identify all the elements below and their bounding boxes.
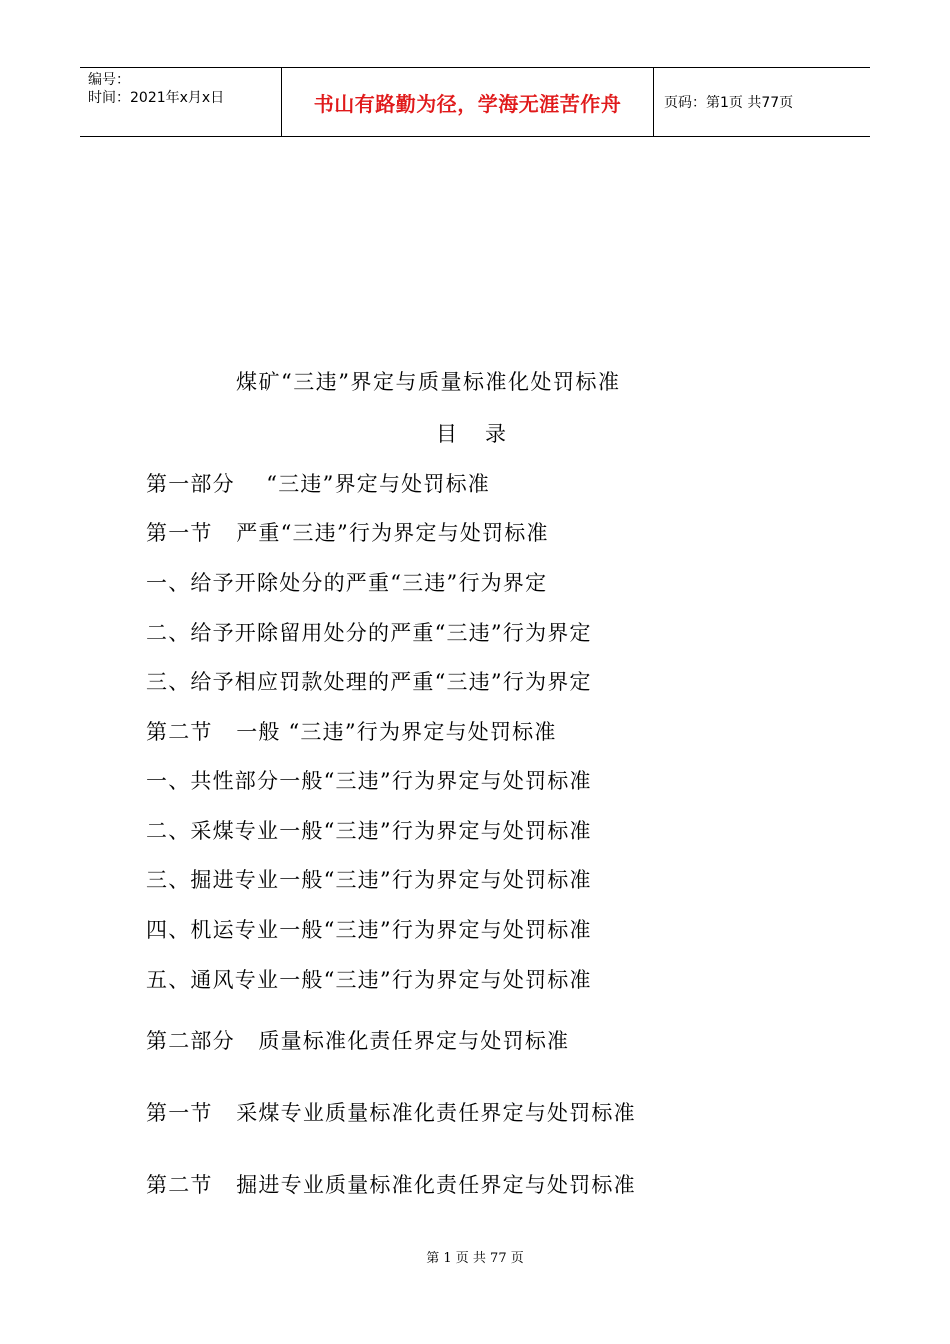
toc-section-2-1: 第一节 采煤专业质量标准化责任界定与处罚标准: [146, 1101, 636, 1125]
header-meta: [80, 68, 282, 136]
toc-heading-char-2: 录: [485, 422, 506, 446]
toc-heading-char-1: 目: [436, 422, 457, 446]
toc-item-1-1-1: 一、给予开除处分的严重“三违”行为界定: [146, 571, 548, 595]
page-header: [80, 67, 870, 137]
toc-item-1-2-1: 一、共性部分一般“三违”行为界定与处罚标准: [146, 769, 592, 793]
page-footer: 第 1 页 共 77 页: [426, 1251, 524, 1266]
toc-item-1-2-5: 五、通风专业一般“三违”行为界定与处罚标准: [146, 968, 592, 992]
header-motto: 书山有路勤为径，学海无涯苦作舟: [282, 68, 654, 136]
document-date: 时间：2021年x月x日: [88, 90, 225, 106]
toc-section-1-1: 第一节 严重“三违”行为界定与处罚标准: [146, 521, 549, 545]
toc-heading: [436, 418, 506, 448]
toc-section-2-2: 第二节 掘进专业质量标准化责任界定与处罚标准: [146, 1173, 636, 1197]
toc-item-1-1-2: 二、给予开除留用处分的严重“三违”行为界定: [146, 621, 592, 645]
document-number-label: 编号：: [88, 72, 130, 88]
toc-section-1-2: 第二节 一般 “三违”行为界定与处罚标准: [146, 720, 557, 744]
toc-item-1-2-3: 三、掘进专业一般“三违”行为界定与处罚标准: [146, 868, 592, 892]
toc-part-1: 第一部分 “三违”界定与处罚标准: [146, 472, 490, 496]
toc-item-1-2-4: 四、机运专业一般“三违”行为界定与处罚标准: [146, 918, 592, 942]
toc-item-1-1-3: 三、给予相应罚款处理的严重“三违”行为界定: [146, 670, 592, 694]
document-title: 煤矿“三违”界定与质量标准化处罚标准: [236, 370, 621, 394]
toc-item-1-2-2: 二、采煤专业一般“三违”行为界定与处罚标准: [146, 819, 592, 843]
header-page-info: 页码：第1页 共77页: [664, 95, 794, 111]
toc-part-2: 第二部分 质量标准化责任界定与处罚标准: [146, 1029, 570, 1053]
